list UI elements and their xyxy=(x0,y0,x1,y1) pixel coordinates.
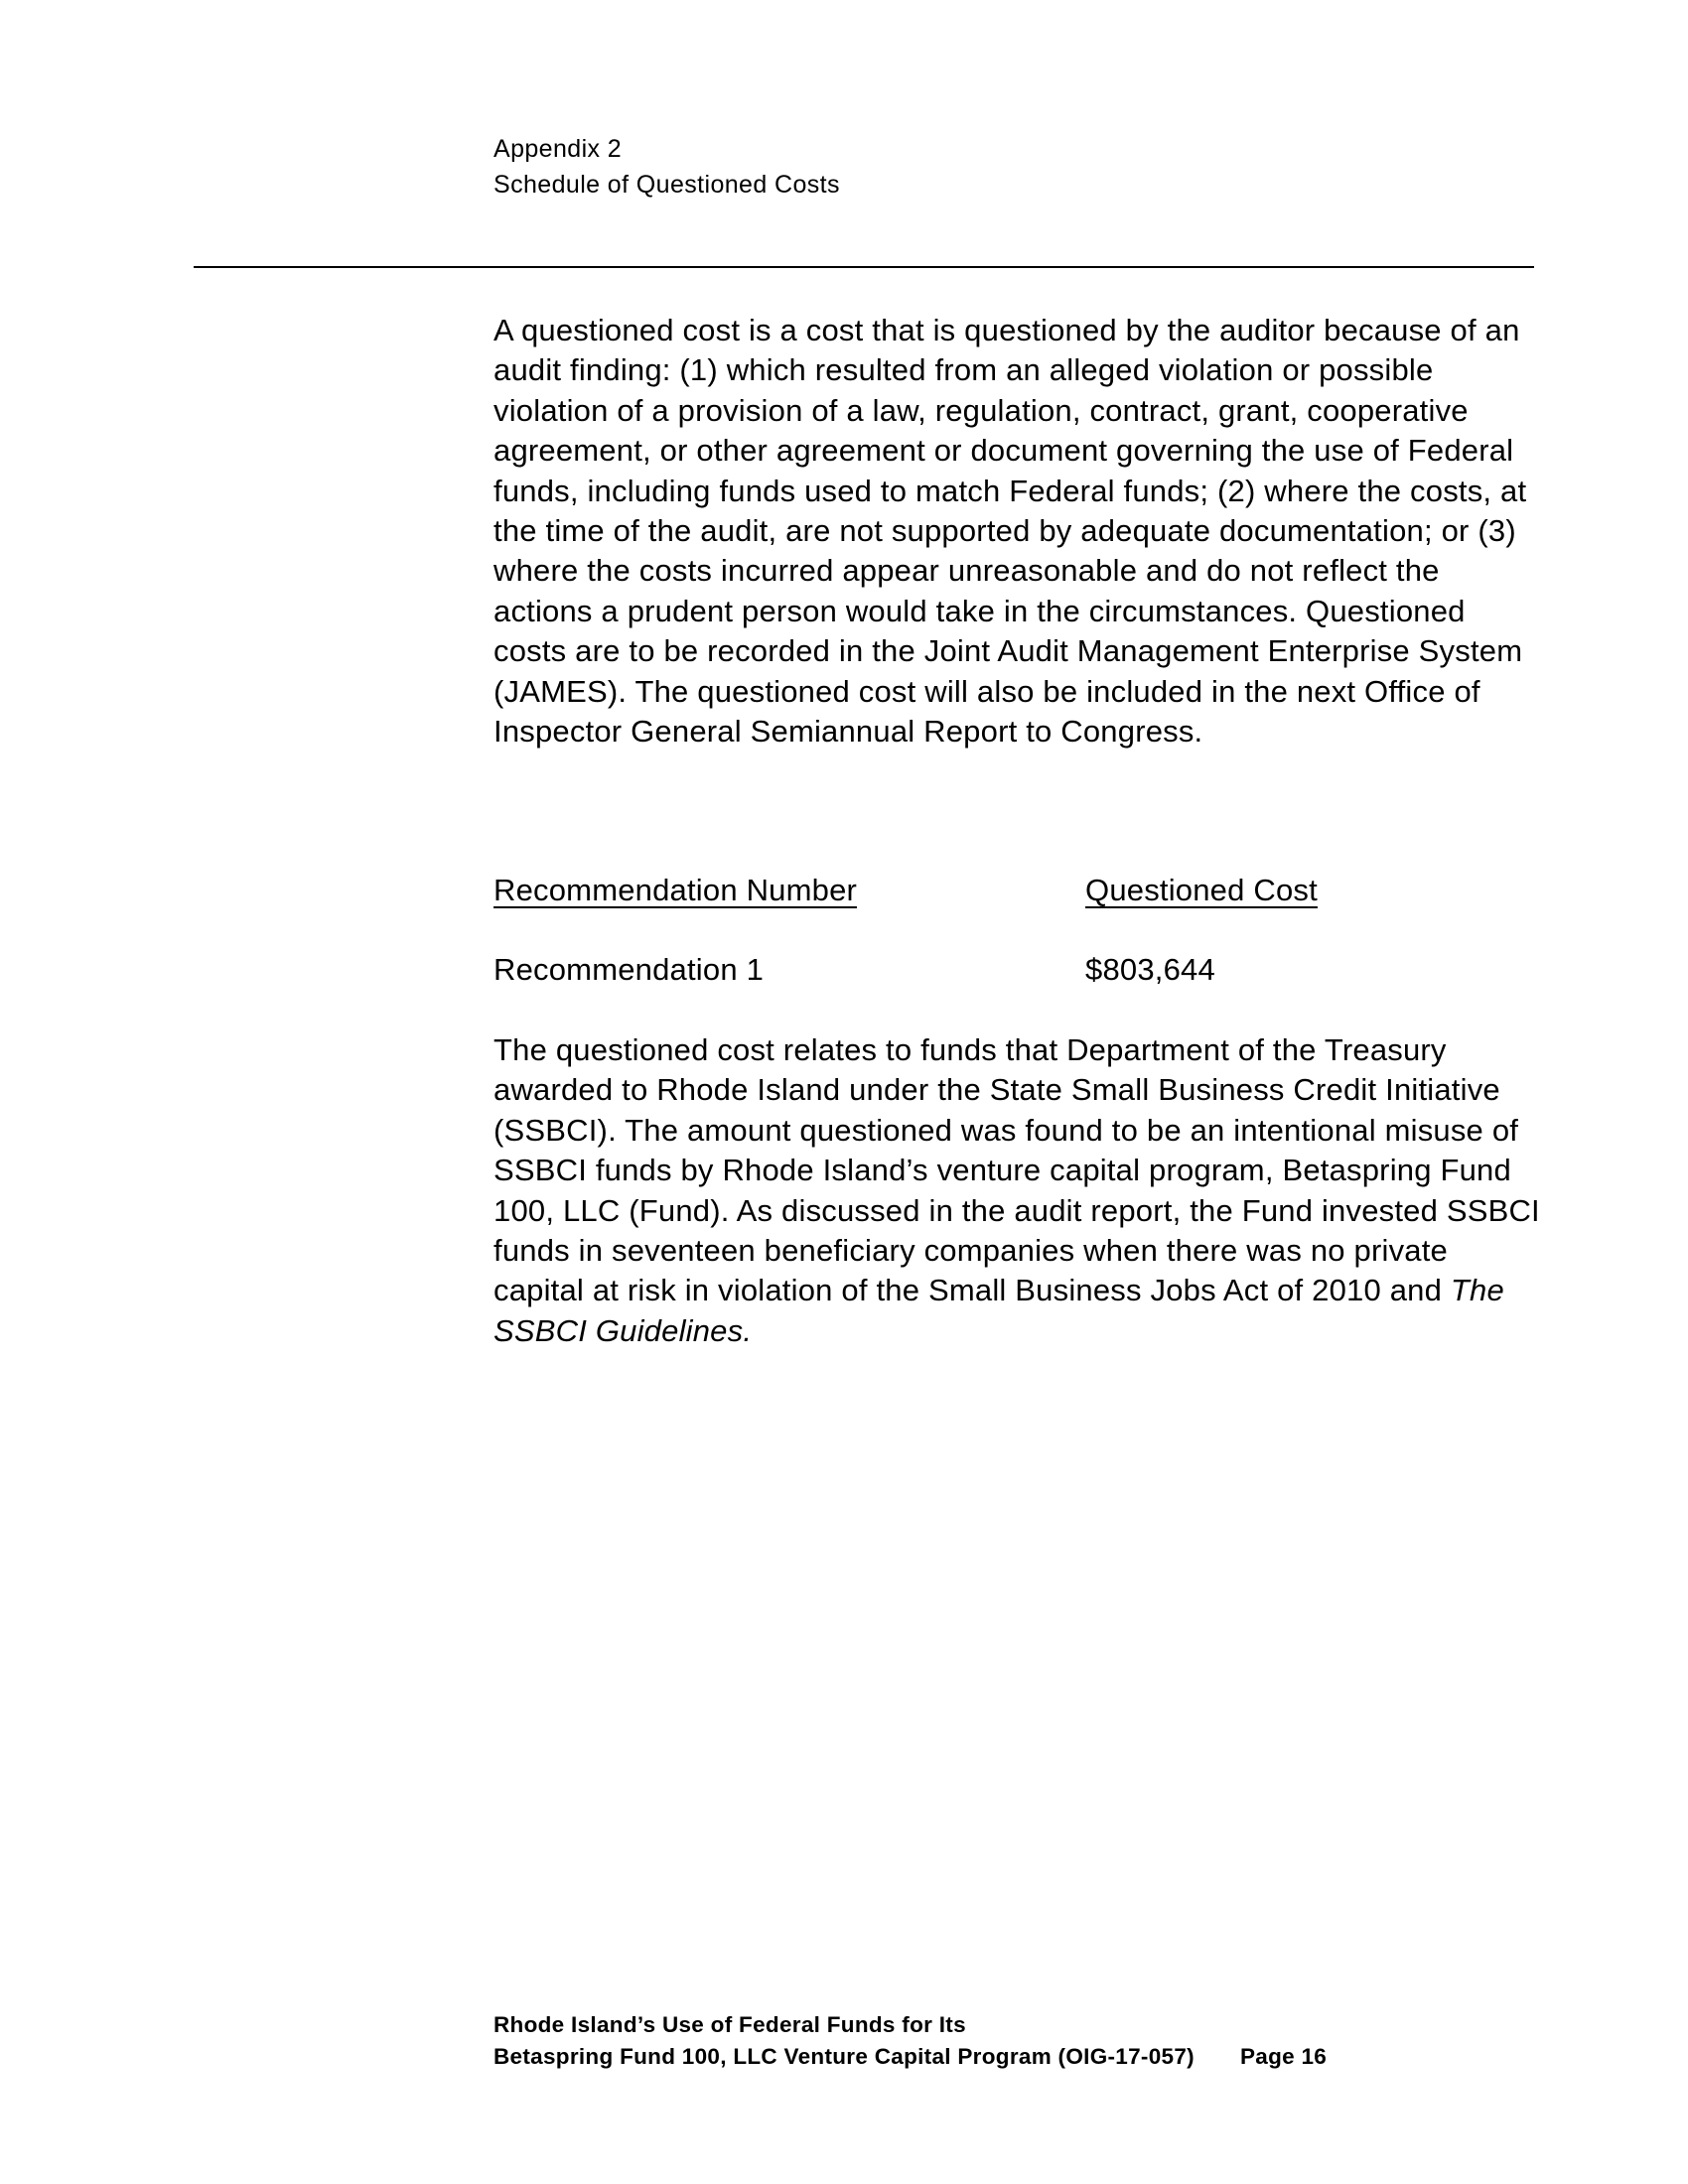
recommendation-number-heading: Recommendation Number xyxy=(493,873,858,907)
intro-paragraph: A questioned cost is a cost that is questioned by the auditor because of an audit finding: (1) which resulted from an alleged violation or possible violation of a provision of a law, regulation, contract, grant, cooperative agreement, or other agreement or document governing the use of Federal funds, including funds used to match Federal funds; (2) where the costs, at the time of the audit, are not supported by adequate documentation; or (3) where the costs incurred appear unreasonable and do not reflect the actions a prudent person would take in the circumstances. Questioned costs are to be recorded in the Joint Audit Management Enterprise System (JAMES). The questioned cost will also be included in the next Office of Inspector General Semiannual Report to Congress. xyxy=(493,313,1527,750)
footer-report-title-line2: Betaspring Fund 100, LLC Venture Capital Program (OIG-17-057) xyxy=(493,2044,1195,2069)
appendix-label: Appendix 2 xyxy=(493,135,623,163)
header-divider xyxy=(194,266,1534,268)
detail-paragraph-text: The questioned cost relates to funds that Department of the Treasury awarded to Rhode Island under the State Small Business Credit Initiative (SSBCI). The amount questioned was found to be an intentional misuse of SSBCI funds by Rhode Island’s venture capital program, Betaspring Fund 100, LLC (Fund). As discussed in the audit report, the Fund invested SSBCI funds in seventeen beneficiary companies when there was no private capital at risk in violation of the Small Business Jobs Act of 2010 and xyxy=(493,1032,1540,1308)
page-number: Page 16 xyxy=(1239,2044,1328,2069)
footer-report-title-line1: Rhode Island’s Use of Federal Funds for Its xyxy=(493,2012,966,2037)
page-footer xyxy=(493,2009,1327,2073)
guidelines-title: The SSBCI Guidelines. xyxy=(493,1273,1504,1348)
detail-paragraph xyxy=(493,1030,1546,1351)
cost-cell: $803,644 xyxy=(1085,952,1215,987)
page-header xyxy=(493,131,840,203)
questioned-cost-heading: Questioned Cost xyxy=(1085,873,1318,907)
recommendation-cell: Recommendation 1 xyxy=(493,952,765,987)
appendix-title: Schedule of Questioned Costs xyxy=(493,171,840,199)
